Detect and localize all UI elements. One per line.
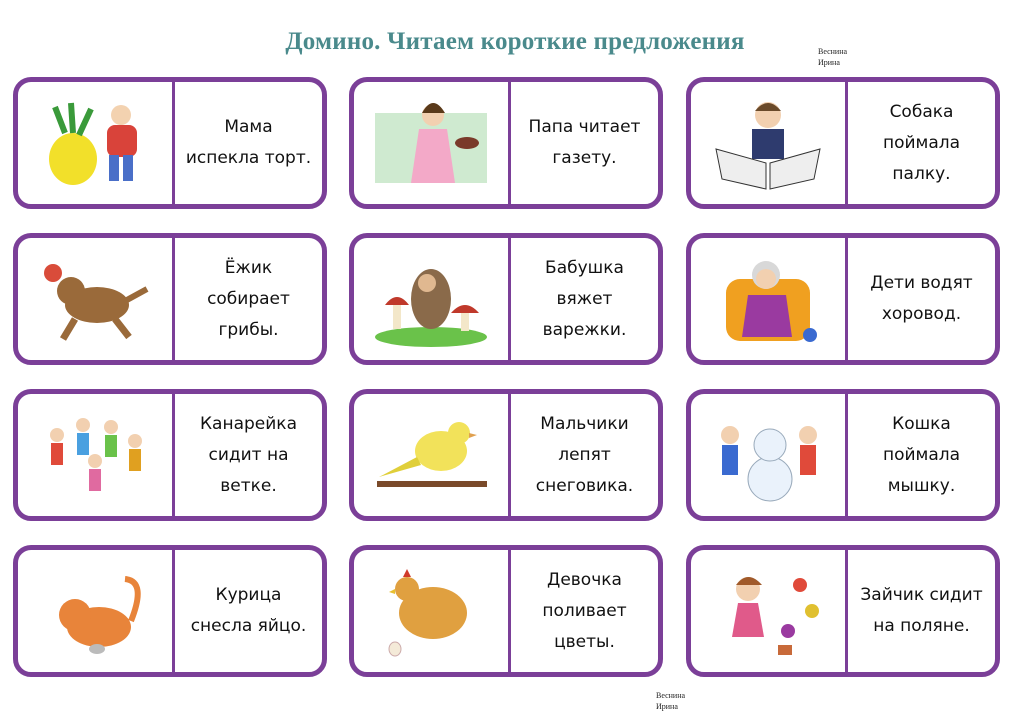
grandma-knitting-illustration [691, 238, 848, 360]
canary-on-branch-illustration [354, 394, 511, 516]
card-sentence: Курица снесла яйцо. [190, 585, 307, 636]
domino-card[interactable] [349, 389, 663, 521]
domino-card[interactable] [349, 545, 663, 677]
dog-running-illustration [18, 238, 175, 360]
page-title: Домино. Читаем короткие предложения [285, 28, 745, 55]
domino-card[interactable] [13, 233, 327, 365]
card-sentence: Мама испекла торт. [185, 117, 312, 168]
grandpa-turnip-illustration [18, 82, 175, 204]
author-credit-top: Веснина Ирина [818, 47, 848, 67]
cat-with-mouse-illustration [18, 550, 175, 672]
domino-card[interactable] [349, 77, 663, 209]
domino-card[interactable] [13, 77, 327, 209]
card-sentence: Кошка поймала мышку. [882, 413, 961, 496]
domino-card[interactable] [686, 389, 1000, 521]
domino-card[interactable] [13, 545, 327, 677]
boys-snowman-illustration [691, 394, 848, 516]
mother-cooking-illustration [354, 82, 511, 204]
card-sentence: Бабушка вяжет варежки. [542, 257, 627, 340]
domino-card[interactable] [686, 545, 1000, 677]
card-sentence: Мальчики лепят снеговика. [535, 413, 634, 496]
card-sentence: Собака поймала палку. [882, 101, 961, 184]
children-round-dance-illustration [18, 394, 175, 516]
card-sentence: Ёжик собирает грибы. [207, 257, 290, 340]
domino-card[interactable] [686, 233, 1000, 365]
card-sentence: Зайчик сидит на поляне. [860, 585, 983, 636]
card-sentence: Девочка поливает цветы. [542, 569, 627, 652]
card-sentence: Папа читает газету. [528, 117, 641, 168]
domino-card[interactable] [13, 389, 327, 521]
man-reading-newspaper-illustration [691, 82, 848, 204]
domino-card[interactable] [686, 77, 1000, 209]
domino-card[interactable] [349, 233, 663, 365]
girl-flowers-illustration [691, 550, 848, 672]
card-sentence: Дети водят хоровод. [870, 273, 973, 324]
author-credit-bottom: Веснина Ирина [656, 691, 686, 711]
hen-egg-illustration [354, 550, 511, 672]
card-sentence: Канарейка сидит на ветке. [199, 413, 297, 496]
hedgehog-mushrooms-illustration [354, 238, 511, 360]
